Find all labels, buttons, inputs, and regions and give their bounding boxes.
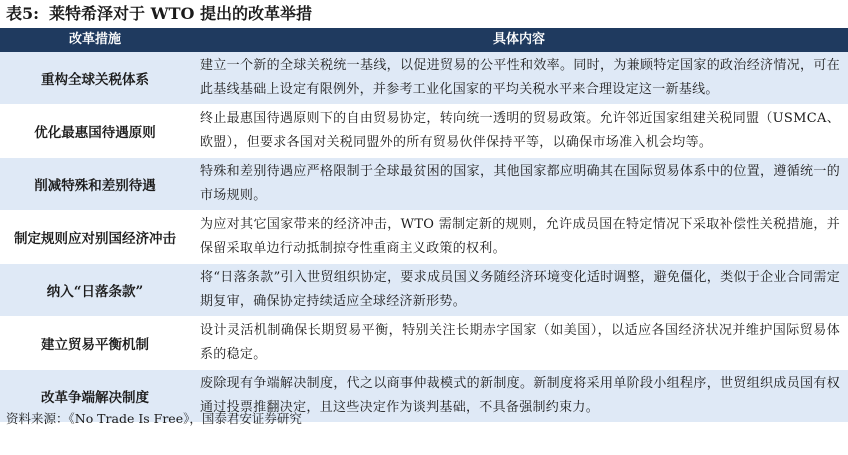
table-header-row (0, 28, 848, 52)
row-content: 建立一个新的全球关税统一基线，以促进贸易的公平性和效率。同时，为兼顾特定国家的政治经济情况，可在此基线基础上设定有限例外，并参考工业化国家的平均关税水平来合理设定这一新基线。 (190, 52, 848, 105)
table-row (0, 264, 848, 317)
table-row (0, 211, 848, 264)
row-measure: 改革争端解决制度 (0, 370, 190, 423)
row-content: 终止最惠国待遇原则下的自由贸易协定，转向统一透明的贸易政策。允许邻近国家组建关税同盟（USMCA、欧盟），但要求各国对关税同盟外的所有贸易伙伴保持平等，以确保市场准入机会均等。 (190, 105, 848, 158)
table-row (0, 317, 848, 370)
row-content: 为应对其它国家带来的经济冲击，WTO 需制定新的规则，允许成员国在特定情况下采取补偿性关税措施，并保留采取单边行动抵制掠夺性重商主义政策的权利。 (190, 211, 848, 264)
row-measure: 制定规则应对别国经济冲击 (0, 211, 190, 264)
row-measure: 纳入“日落条款” (0, 264, 190, 317)
table-number: 表5: (6, 4, 40, 23)
reform-measures-table (0, 28, 848, 423)
row-content: 废除现有争端解决制度，代之以商事仲裁模式的新制度。新制度将采用单阶段小组程序，世贸组织成员国有权通过投票推翻决定，且这些决定作为谈判基础，不具备强制约束力。 (190, 370, 848, 423)
row-measure: 优化最惠国待遇原则 (0, 105, 190, 158)
table-row (0, 158, 848, 211)
row-content: 特殊和差别待遇应严格限制于全球最贫困的国家，其他国家都应明确其在国际贸易体系中的位置，遵循统一的市场规则。 (190, 158, 848, 211)
row-measure: 重构全球关税体系 (0, 52, 190, 105)
table-title (6, 3, 312, 25)
header-content: 具体内容 (190, 28, 848, 52)
row-measure: 建立贸易平衡机制 (0, 317, 190, 370)
table-row (0, 52, 848, 105)
row-content: 设计灵活机制确保长期贸易平衡，特别关注长期赤字国家（如美国），以适应各国经济状况并维护国际贸易体系的稳定。 (190, 317, 848, 370)
row-measure: 削减特殊和差别待遇 (0, 158, 190, 211)
row-content: 将“日落条款”引入世贸组织协定，要求成员国义务随经济环境变化适时调整，避免僵化，类似于企业合同需定期复审，确保协定持续适应全球经济新形势。 (190, 264, 848, 317)
header-measure: 改革措施 (0, 28, 190, 52)
table-row (0, 105, 848, 158)
source-note: 资料来源：《No Trade Is Free》，国泰君安证券研究 (6, 411, 302, 426)
table-title-text: 莱特希泽对于 WTO 提出的改革举措 (49, 4, 313, 23)
